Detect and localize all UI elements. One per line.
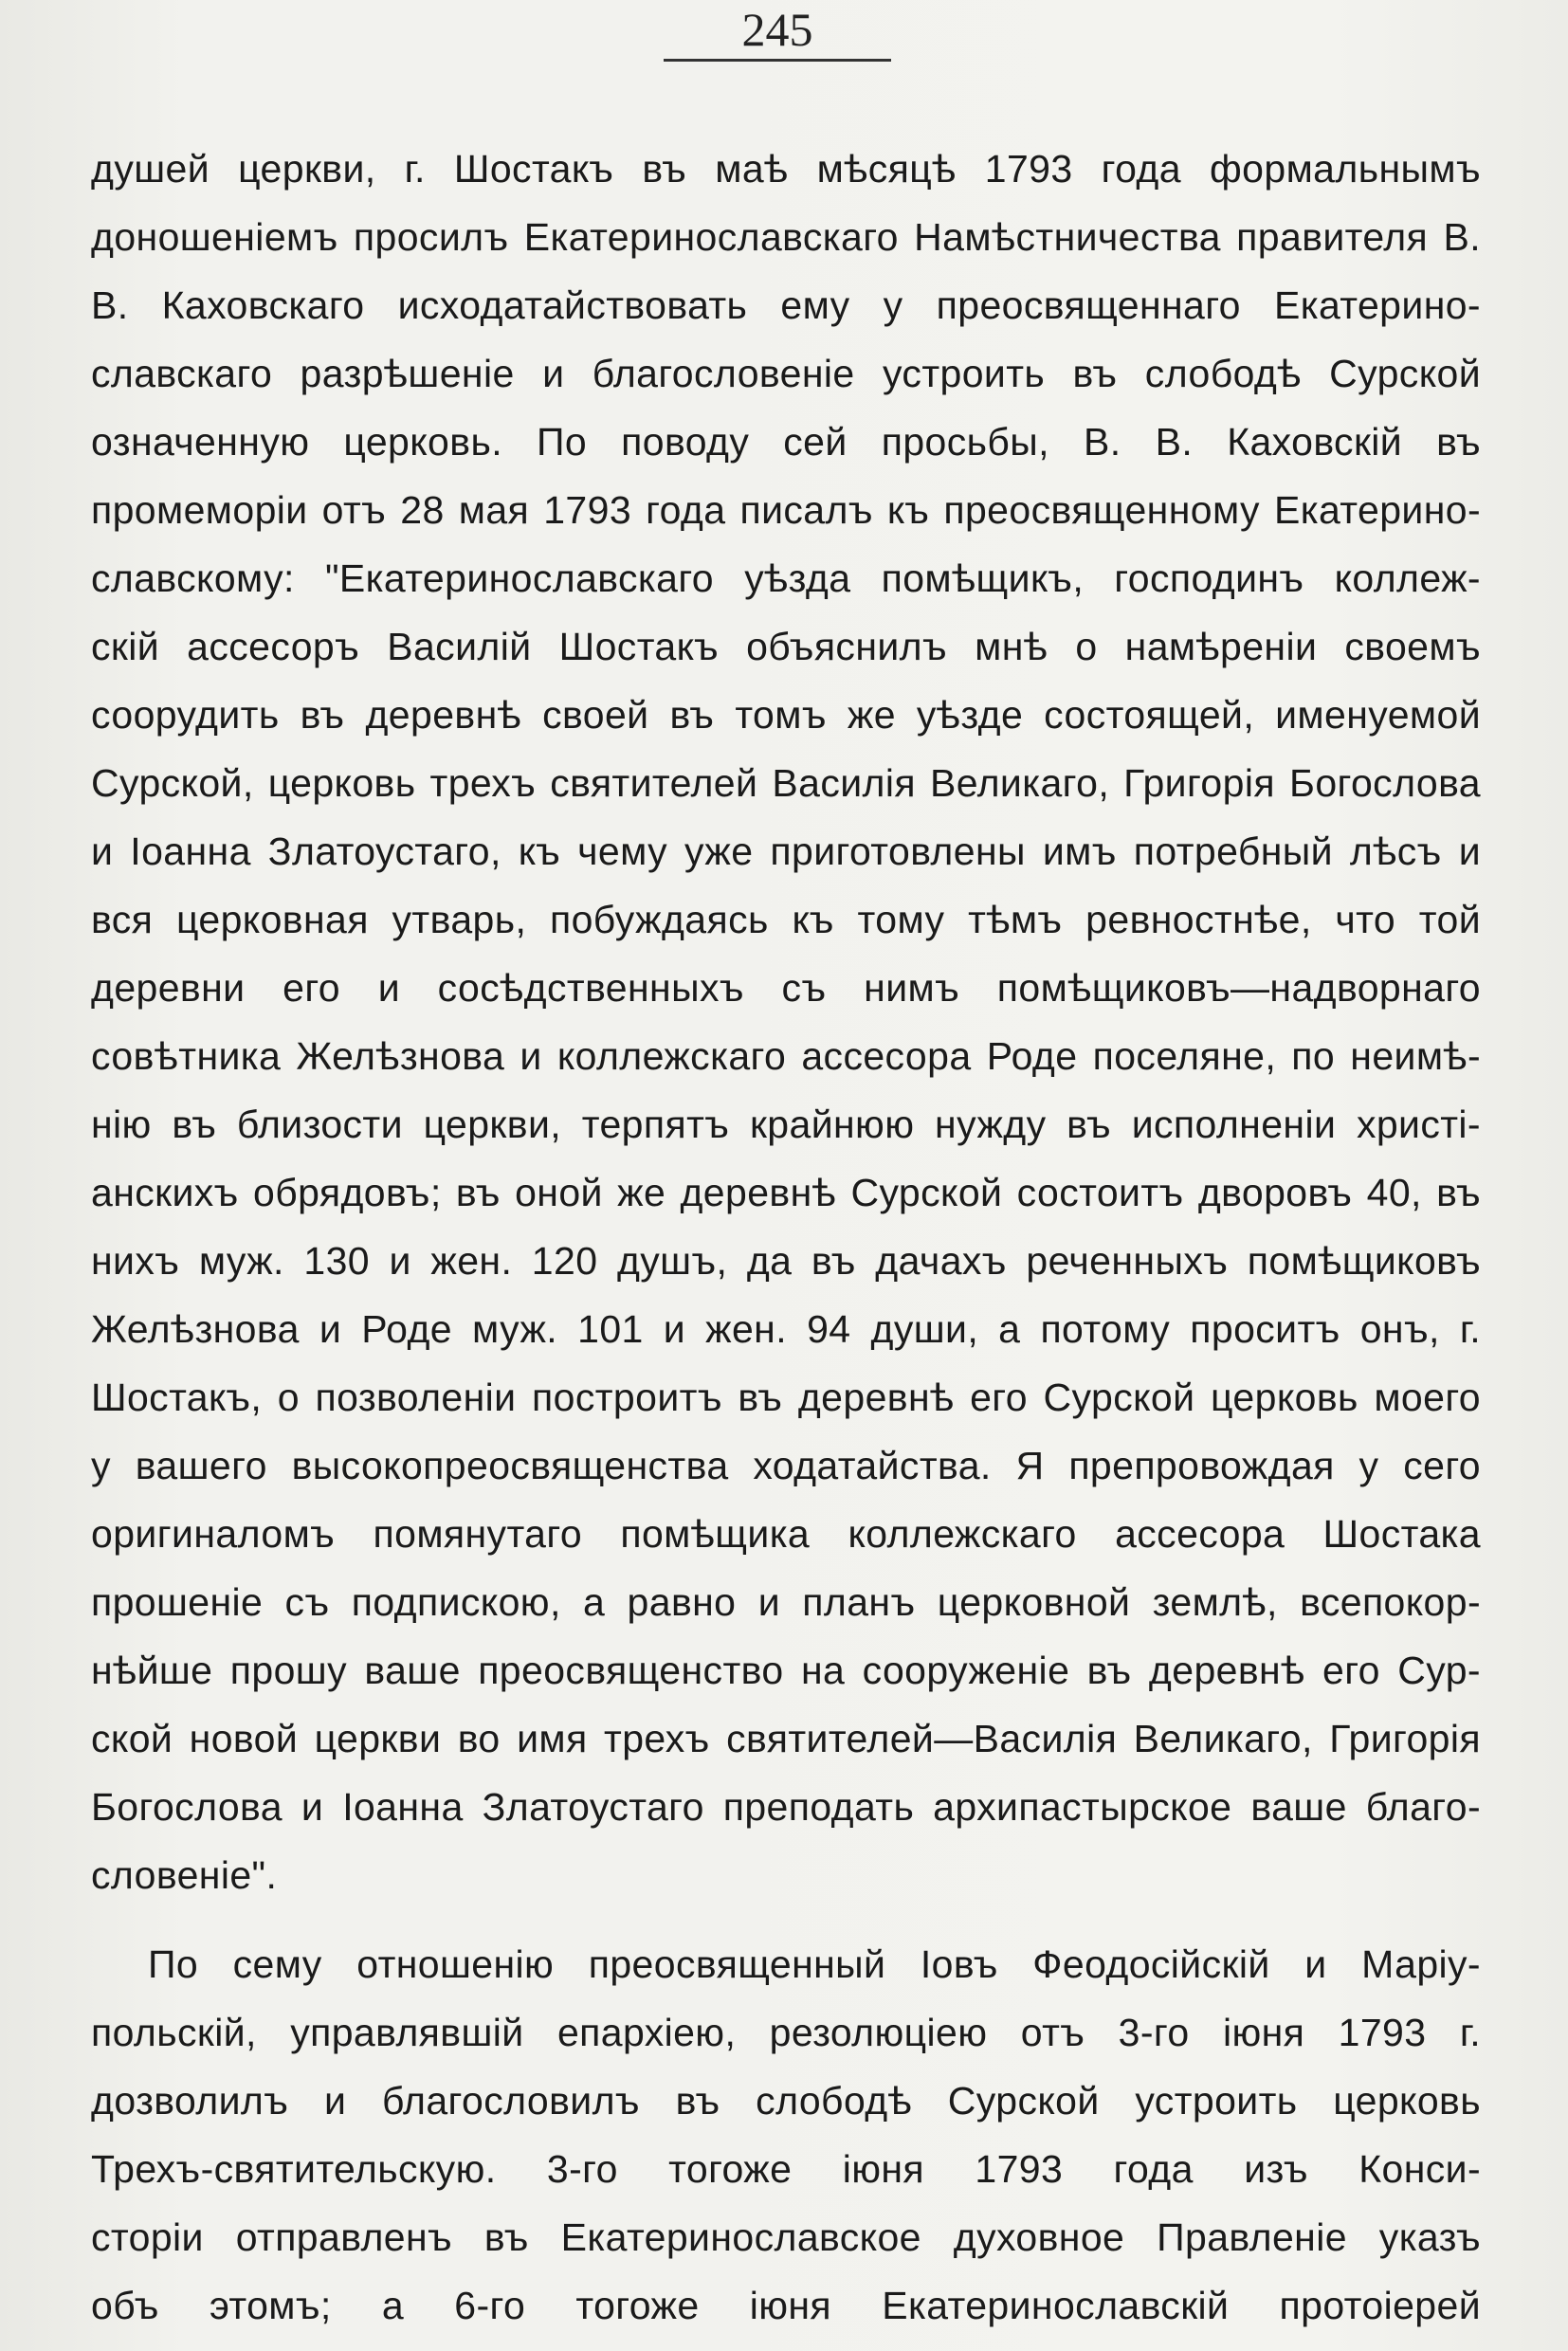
text-line: оригиналомъ помянутаго помѣщика коллежскаго ассесора Шостака (91, 1512, 1481, 1556)
text-line: объ этомъ; а 6-го тогоже іюня Екатеринославскій протоіерей (91, 2284, 1481, 2327)
text-line: По сему отношенію преосвященный Іовъ Феодосійскій и Маріу- (148, 1942, 1481, 1986)
text-line: сторіи отправленъ въ Екатеринославское духовное Правленіе указъ (91, 2215, 1481, 2259)
text-line: нію въ близости церкви, терпятъ крайнюю нужду въ исполненіи христі- (91, 1103, 1481, 1146)
text-line: Сурской, церковь трехъ святителей Василія Великаго, Григорія Богослова (91, 761, 1481, 805)
text-line: у вашего высокопреосвященства ходатайства. Я препровождая у сего (91, 1444, 1481, 1487)
text-line: деревни его и сосѣдственныхъ съ нимъ помѣщиковъ—надворнаго (91, 966, 1481, 1010)
text-line: Трехъ-святительскую. 3-го тогоже іюня 1793 года изъ Конси- (91, 2147, 1481, 2191)
text-line: словеніе". (91, 1853, 278, 1897)
text-line: славскому: "Екатеринославскаго уѣзда помѣщикъ, господинъ коллеж- (91, 556, 1481, 600)
paragraph-2 (91, 1930, 1481, 2340)
body-text (91, 135, 1481, 2340)
text-line: прошеніе съ подпискою, а равно и планъ церковной землѣ, всепокор- (91, 1580, 1481, 1624)
text-line: В. Каховскаго исходатайствовать ему у преосвященнаго Екатерино- (91, 283, 1481, 327)
text-line: промеморіи отъ 28 мая 1793 года писалъ къ преосвященному Екатерино- (91, 488, 1481, 532)
text-line: нихъ муж. 130 и жен. 120 душъ, да въ дачахъ реченныхъ помѣщиковъ (91, 1239, 1481, 1283)
text-line: означенную церковь. По поводу сей просьбы, В. В. Каховскій въ (91, 420, 1481, 464)
text-line: дозволилъ и благословилъ въ слободѣ Сурской устроить церковь (91, 2079, 1481, 2123)
text-line: Желѣзнова и Роде муж. 101 и жен. 94 души, а потому проситъ онъ, г. (91, 1307, 1481, 1351)
text-line: польскій, управлявшій епархіею, резолюціею отъ 3-го іюня 1793 г. (91, 2011, 1481, 2054)
text-line: вся церковная утварь, побуждаясь къ тому тѣмъ ревностнѣе, что той (91, 898, 1481, 941)
paragraph-1 (91, 135, 1481, 1909)
text-line: ской новой церкви во имя трехъ святителей—Василія Великаго, Григорія (91, 1717, 1481, 1760)
text-line: Богослова и Іоанна Златоустаго преподать архипастырское ваше благо- (91, 1785, 1481, 1829)
text-line: совѣтника Желѣзнова и коллежскаго ассесора Роде поселяне, по неимѣ- (91, 1034, 1481, 1078)
text-line: доношеніемъ просилъ Екатеринославскаго Намѣстничества правителя В. (91, 215, 1481, 259)
text-line: нѣйше прошу ваше преосвященство на сооруженіе въ деревнѣ его Сур- (91, 1649, 1481, 1692)
page-number-rule (664, 59, 891, 62)
text-line: скій ассесоръ Василій Шостакъ объяснилъ мнѣ о намѣреніи своемъ (91, 625, 1481, 668)
text-line: Шостакъ, о позволеніи построитъ въ деревнѣ его Сурской церковь моего (91, 1376, 1481, 1419)
text-line: анскихъ обрядовъ; въ оной же деревнѣ Сурской состоитъ дворовъ 40, въ (91, 1171, 1481, 1214)
text-line: славскаго разрѣшеніе и благословеніе устроить въ слободѣ Сурской (91, 352, 1481, 395)
text-line: и Іоанна Златоустаго, къ чему уже приготовлены имъ потребный лѣсъ и (91, 829, 1481, 873)
text-line: соорудить въ деревнѣ своей въ томъ же уѣзде состоящей, именуемой (91, 693, 1481, 737)
page-number: 245 (741, 3, 813, 56)
text-line: душей церкви, г. Шостакъ въ маѣ мѣсяцѣ 1793 года формальнымъ (91, 147, 1481, 191)
paragraph-gap (91, 1909, 1481, 1930)
